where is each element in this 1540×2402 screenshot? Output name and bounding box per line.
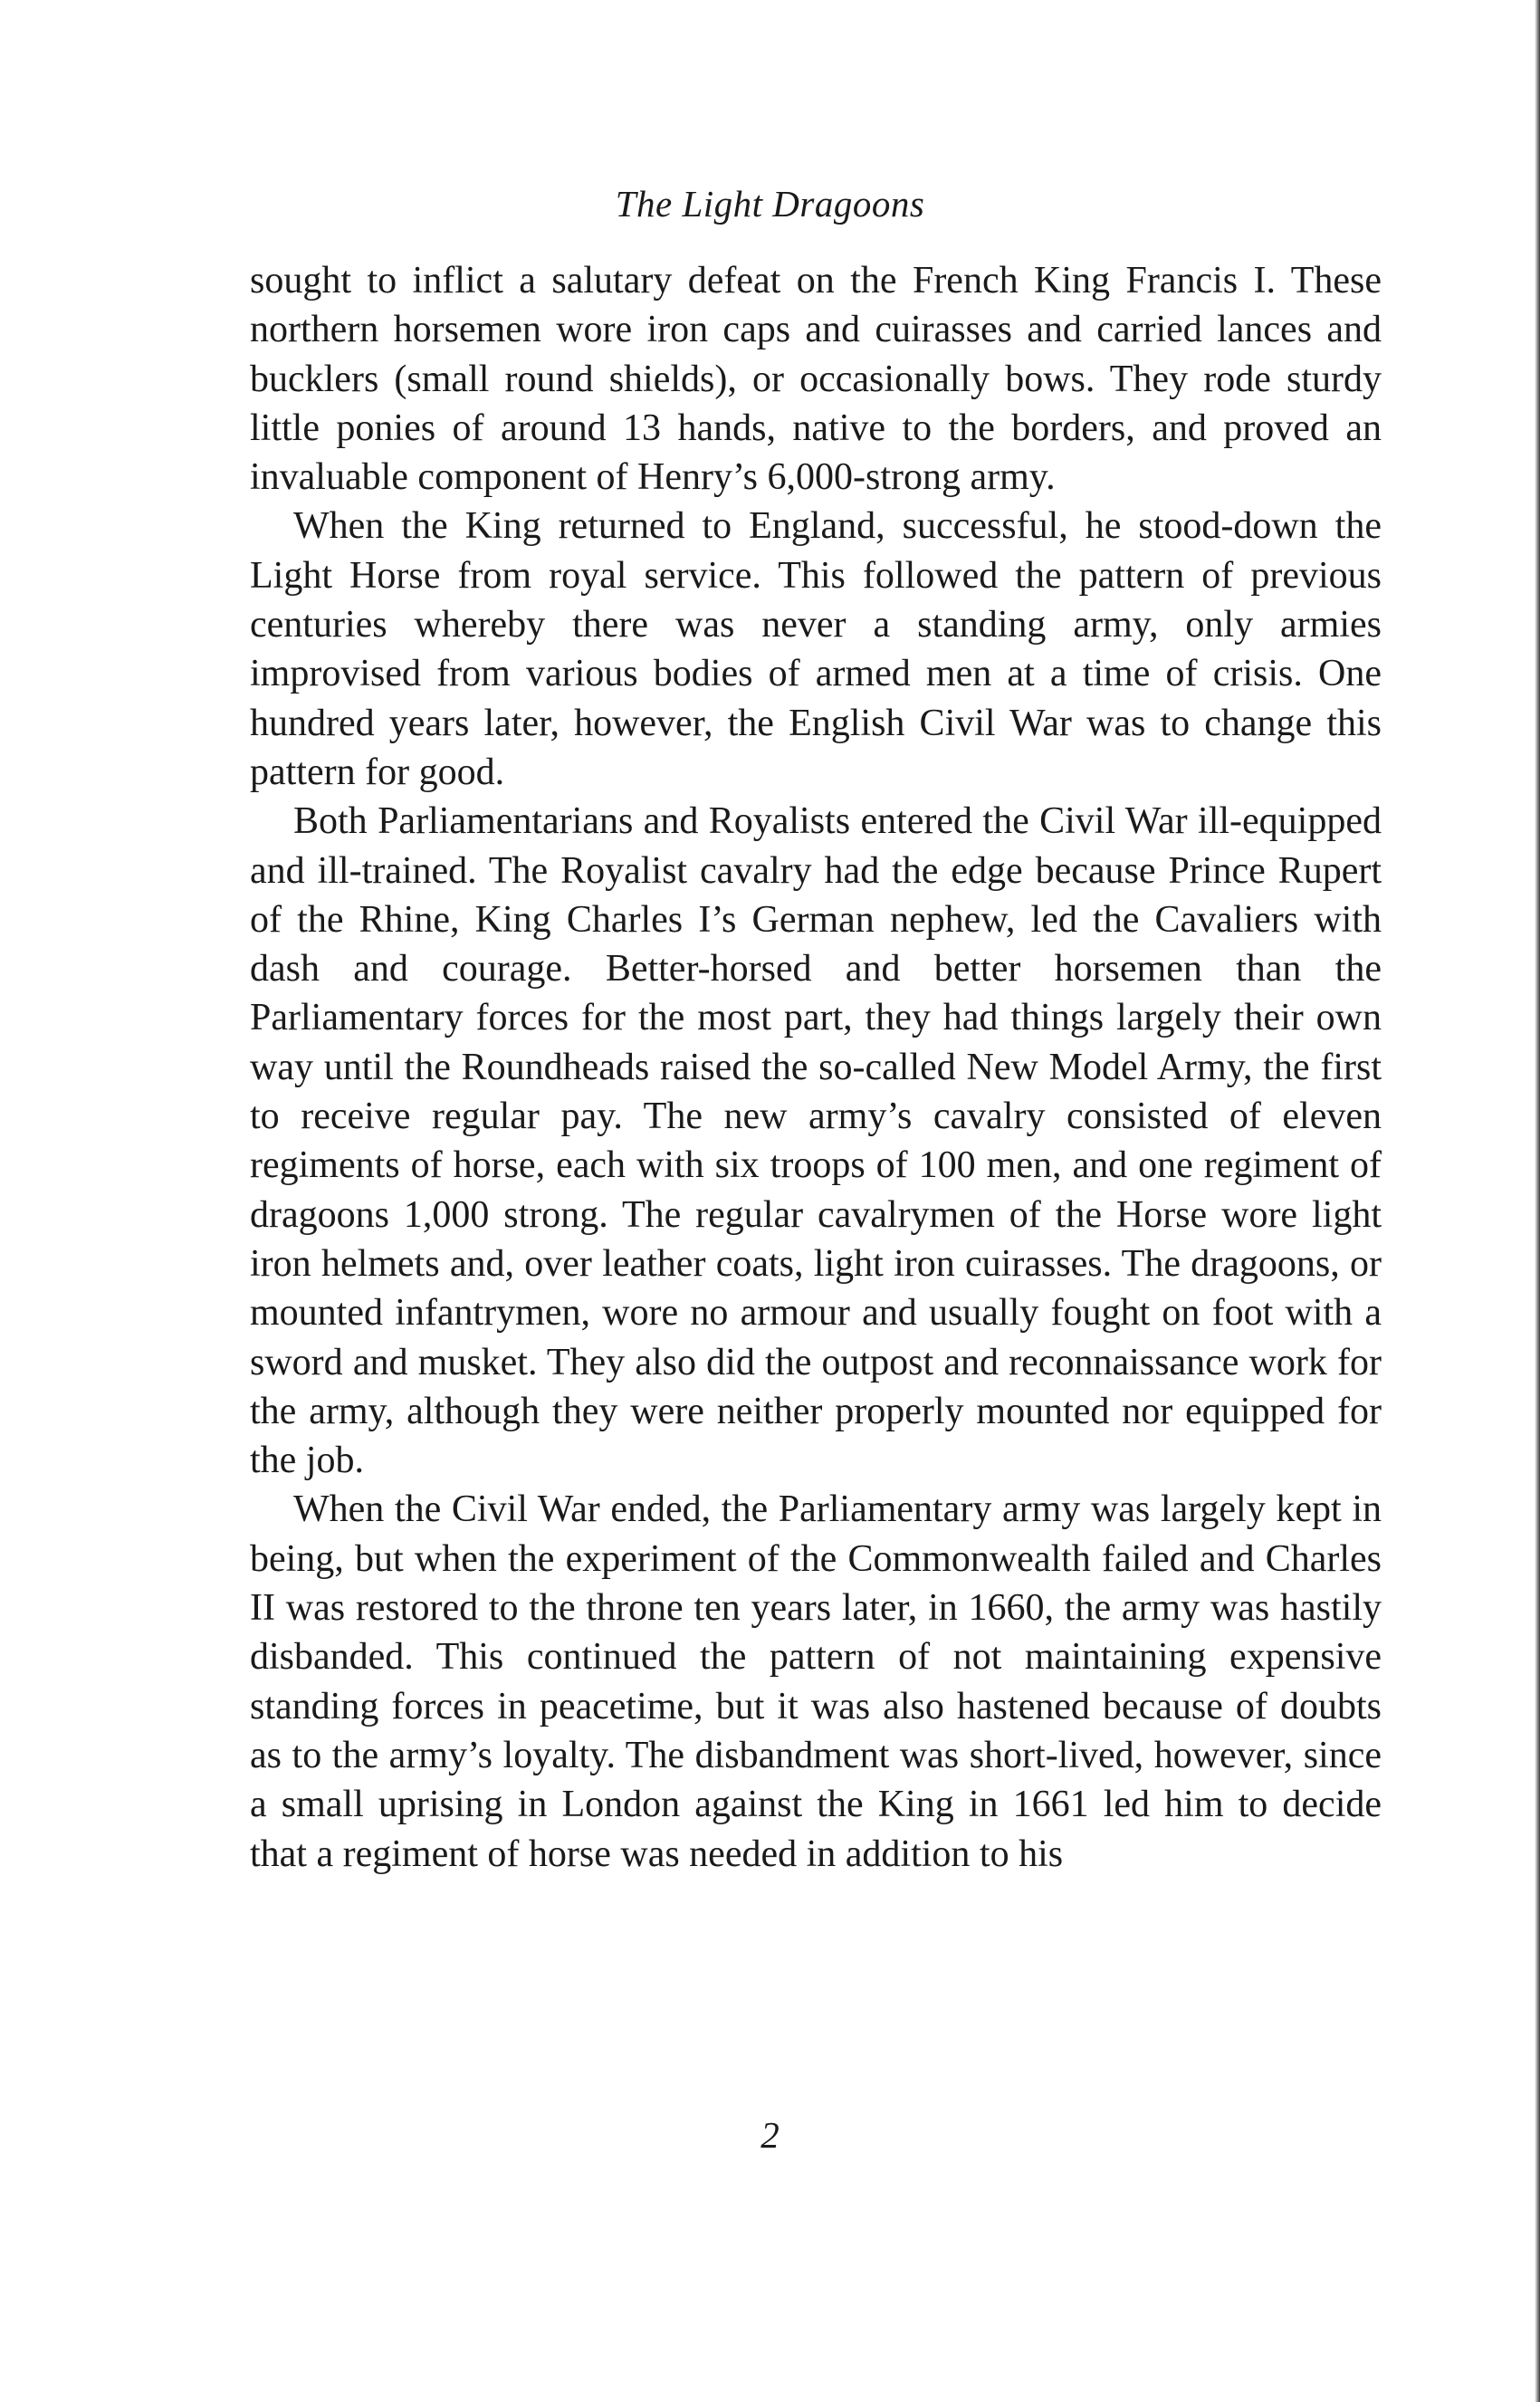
page-edge-shadow	[1535, 0, 1540, 2402]
body-text	[250, 256, 1382, 1879]
paragraph-1: sought to inflict a salutary defeat on the French King Francis I. These northern horsemen wore iron caps and cuirasses and carried lances and bucklers (small round shields), or occasionally bows. They rode sturdy little ponies of around 13 hands, native to the borders, and proved an invaluable component of Henry’s 6,000-strong army.	[250, 260, 1382, 499]
paragraph-3: Both Parliamentarians and Royalists entered the Civil War ill-equipped and ill-trained. The Royalist cavalry had the edge because Prince Rupert of the Rhine, King Charles I’s German nephew, led the Cavaliers with dash and courage. Better-horsed and better horsemen than the Parliamentary forces for the most part, they had things largely their own way until the Roundheads raised the so-called New Model Army, the first to receive regular pay. The new army’s cavalry consisted of eleven regiments of horse, each with six troops of 100 men, and one regiment of dragoons 1,000 strong. The regular cavalrymen of the Horse wore light iron helmets and, over leather coats, light iron cuirasses. The dragoons, or mounted infantrymen, wore no armour and usually fought on foot with a sword and musket. They also did the outpost and reconnaissance work for the army, although they were neither properly mounted nor equipped for the job.	[250, 800, 1382, 1482]
page-number: 2	[760, 2114, 780, 2156]
running-head: The Light Dragoons	[615, 183, 925, 225]
paragraph-4: When the Civil War ended, the Parliamentary army was largely kept in being, but when the experiment of the Commonwealth failed and Charles II was restored to the throne ten years later, in 1660, the army was hastily disbanded. This continued the pattern of not maintaining expensive standing forces in peacetime, but it was also hastened because of doubts as to the army’s loyalty. The disbandment was short-lived, however, since a small uprising in London against the King in 1661 led him to decide that a regiment of horse was needed in addition to his	[250, 1488, 1382, 1875]
paragraph-2: When the King returned to England, successful, he stood-down the Light Horse from royal service. This followed the pattern of previous centuries whereby there was never a standing army, only armies improvised from various bodies of armed men at a time of crisis. One hundred years later, however, the English Civil War was to change this pattern for good.	[250, 505, 1382, 793]
